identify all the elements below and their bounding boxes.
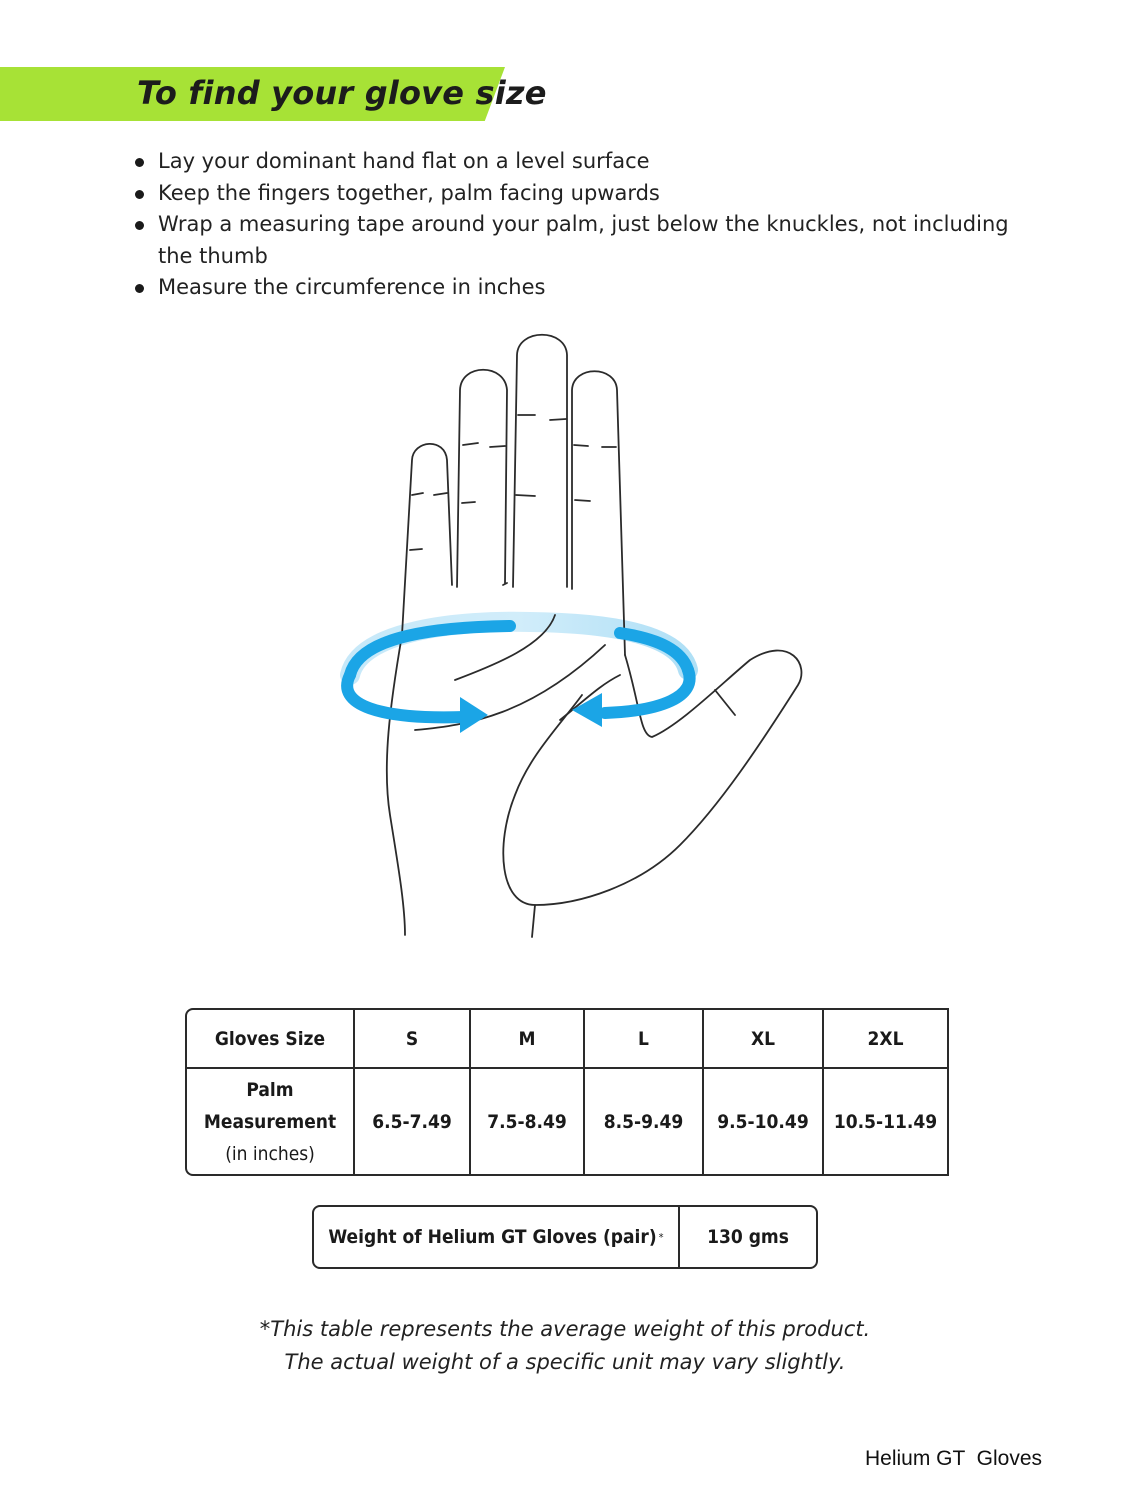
table-row [187, 1069, 949, 1174]
table-row [187, 1010, 949, 1069]
footnote-line: The actual weight of a specific unit may vary slightly. [284, 1350, 846, 1374]
size-chart-table [185, 1008, 949, 1176]
size-label: M [471, 1010, 585, 1069]
instruction-list [135, 146, 1015, 304]
weight-label-cell [314, 1207, 680, 1267]
footnote-line: *This table represents the average weight of this product. [259, 1317, 871, 1341]
measurement-value: 8.5-9.49 [585, 1069, 704, 1174]
row-header-line: Measurement [203, 1110, 337, 1133]
weight-marker: * [658, 1230, 664, 1244]
size-label: S [355, 1010, 471, 1069]
weight-value: 130 gms [707, 1226, 789, 1248]
measurement-value: 10.5-11.49 [824, 1069, 949, 1174]
size-label: L [585, 1010, 704, 1069]
measurement-value: 7.5-8.49 [471, 1069, 585, 1174]
instruction-item: Wrap a measuring tape around your palm, just below the knuckles, not including the thumb [135, 209, 1015, 272]
footer-brand: Helium GT Gloves [865, 1447, 1042, 1470]
instruction-item: Lay your dominant hand flat on a level surface [135, 146, 1015, 178]
table-row-header: Gloves Size [187, 1010, 355, 1069]
instruction-item: Keep the fingers together, palm facing upwards [135, 178, 1015, 210]
measurement-value: 9.5-10.49 [704, 1069, 824, 1174]
measurement-value: 6.5-7.49 [355, 1069, 471, 1174]
footnote [160, 1313, 970, 1379]
hand-measurement-icon [320, 325, 820, 945]
weight-table [312, 1205, 818, 1269]
instruction-item: Measure the circumference in inches [135, 272, 1015, 304]
row-header-unit: (in inches) [225, 1142, 315, 1165]
size-label: 2XL [824, 1010, 949, 1069]
row-header-line: Palm [246, 1078, 294, 1101]
size-label: XL [704, 1010, 824, 1069]
page-title: To find your glove size [137, 74, 547, 112]
weight-label: Weight of Helium GT Gloves (pair) [328, 1226, 657, 1248]
table-row-header [187, 1069, 355, 1174]
